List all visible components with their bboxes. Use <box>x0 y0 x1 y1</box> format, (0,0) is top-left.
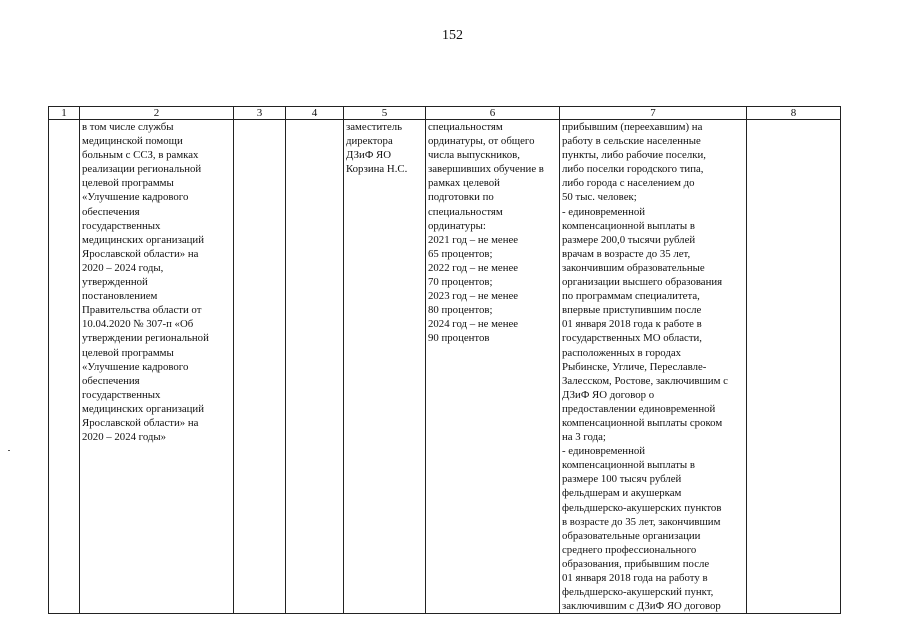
column-header-5: 5 <box>344 107 426 120</box>
cell-col-3 <box>234 120 286 614</box>
column-header-7: 7 <box>560 107 747 120</box>
column-header-8: 8 <box>747 107 841 120</box>
scan-speck <box>8 450 10 451</box>
cell-col-7-payments: прибывшим (переехавшим) на работу в сельские населенные пункты, либо рабочие поселки, либо поселки городского типа, либо города с населением до 50 тыс. человек; - единовременной компенсационной выплаты в размере 200,0 тысячи рублей врачам в возрасте до 35 лет, закончившим образовательные организации высшего образования по программам специалитета, впервые приступившим после 01 января 2018 года к работе в государственных МО области, расположенных в городах Рыбинске, Угличе, Переславле- Залесском, Ростове, заключившим с ДЗиФ ЯО договор о предоставлении единовременной компенсационной выплаты сроком на 3 года; - единовременной компенсационной выплаты в размере 100 тысяч рублей фельдшерам и акушеркам фельдшерско-акушерских пунктов в возрасте до 35 лет, закончившим образовательные организации среднего профессионального образования, прибывшим после 01 января 2018 года на работу в фельдшерско-акушерский пункт, заключившим с ДЗиФ ЯО договор <box>560 120 747 614</box>
cell-col-6-indicators: специальностям ординатуры, от общего числа выпускников, завершивших обучение в рамках целевой подготовки по специальностям ординатуры: 2021 год – не менее 65 процентов; 2022 год – не менее 70 процентов; 2023 год – не менее 80 процентов; 2024 год – не менее 90 процентов <box>426 120 560 614</box>
document-table <box>48 106 841 614</box>
cell-col-2-measure-description: в том числе службы медицинской помощи больным с ССЗ, в рамках реализации региональной целевой программы «Улучшение кадрового обеспечения государственных медицинских организаций Ярославской области» на 2020 – 2024 годы, утвержденной постановлением Правительства области от 10.04.2020 № 307-п «Об утверждении региональной целевой программы «Улучшение кадрового обеспечения государственных медицинских организаций Ярославской области» на 2020 – 2024 годы» <box>80 120 234 614</box>
cell-col-1 <box>49 120 80 614</box>
table-header-row <box>49 107 841 120</box>
column-header-4: 4 <box>286 107 344 120</box>
page-number: 152 <box>442 28 463 43</box>
column-header-1: 1 <box>49 107 80 120</box>
table-row <box>49 120 841 614</box>
cell-col-4 <box>286 120 344 614</box>
column-header-3: 3 <box>234 107 286 120</box>
cell-col-5-responsible: заместитель директора ДЗиФ ЯО Корзина Н.С. <box>344 120 426 614</box>
column-header-6: 6 <box>426 107 560 120</box>
column-header-2: 2 <box>80 107 234 120</box>
cell-col-8 <box>747 120 841 614</box>
